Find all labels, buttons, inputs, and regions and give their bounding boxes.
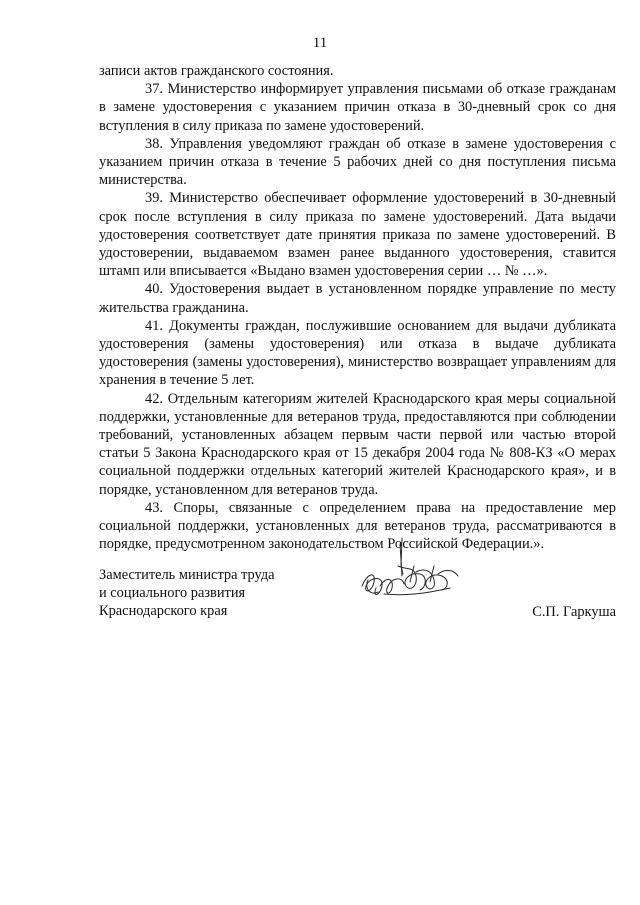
paragraph-continuation: записи актов гражданского состояния. xyxy=(99,63,334,79)
paragraph-38: 38. Управления уведомляют граждан об отказе в замене удостоверения с указанием причин отказа в течение 5 рабочих дней со дня поступления письма министерства. xyxy=(99,135,616,189)
signatory-title-line: и социального развития xyxy=(99,585,246,602)
paragraph-39: 39. Министерство обеспечивает оформление удостоверений в 30-дневный срок после вступления в силу приказа по замене удостоверений. Дата выдачи удостоверения соответствует дате принятия приказа по замене удостоверений. В удостоверении, выдаваемом взамен ранее выданного удостоверения, ставится штамп или вписывается «Выдано взамен удостоверения серии … № …». xyxy=(99,190,616,280)
document-body xyxy=(99,62,616,553)
signatory-name: С.П. Гаркуша xyxy=(532,604,616,620)
signatory-title-line: Заместитель министра труда xyxy=(99,567,275,583)
paragraph-37: 37. Министерство информирует управления письмами об отказе гражданам в замене удостоверения с указанием причин отказа в 30-дневный срок со дня вступления в силу приказа по замене удостоверений. xyxy=(99,81,616,134)
paragraph-40: 40. Удостоверения выдает в установленном порядке управление по месту жительства гражданина. xyxy=(99,281,616,316)
signature-block xyxy=(99,566,616,636)
page-number: 11 xyxy=(312,35,328,51)
paragraph-41: 41. Документы граждан, послужившие основанием для выдачи дубликата удостоверения (замены удостоверения) или отказа в выдаче дубликата удостоверения (замены удостоверения), министерство возвращает управлениям для хранения в течение 5 лет. xyxy=(99,317,616,389)
signatory-title xyxy=(99,566,275,621)
handwritten-signature xyxy=(354,536,464,616)
paragraph-42: 42. Отдельным категориям жителей Краснодарского края меры социальной поддержки, установленные для ветеранов труда, предоставляются при соблюдении требований, установленных абзацем первым части первой или частью второй статьи 5 Закона Краснодарского края от 15 декабря 2004 года № 808-КЗ «О мерах социальной поддержки отдельных категорий жителей Краснодарского края», и в порядке, установленном для ветеранов труда. xyxy=(99,390,616,498)
paragraph-43: 43. Споры, связанные с определением права на предоставление мер социальной поддержки, установленных для ветеранов труда, рассматриваются в порядке, предусмотренном законодательством Российской Федерации.». xyxy=(99,499,616,553)
signatory-title-line: Краснодарского края xyxy=(99,603,228,620)
